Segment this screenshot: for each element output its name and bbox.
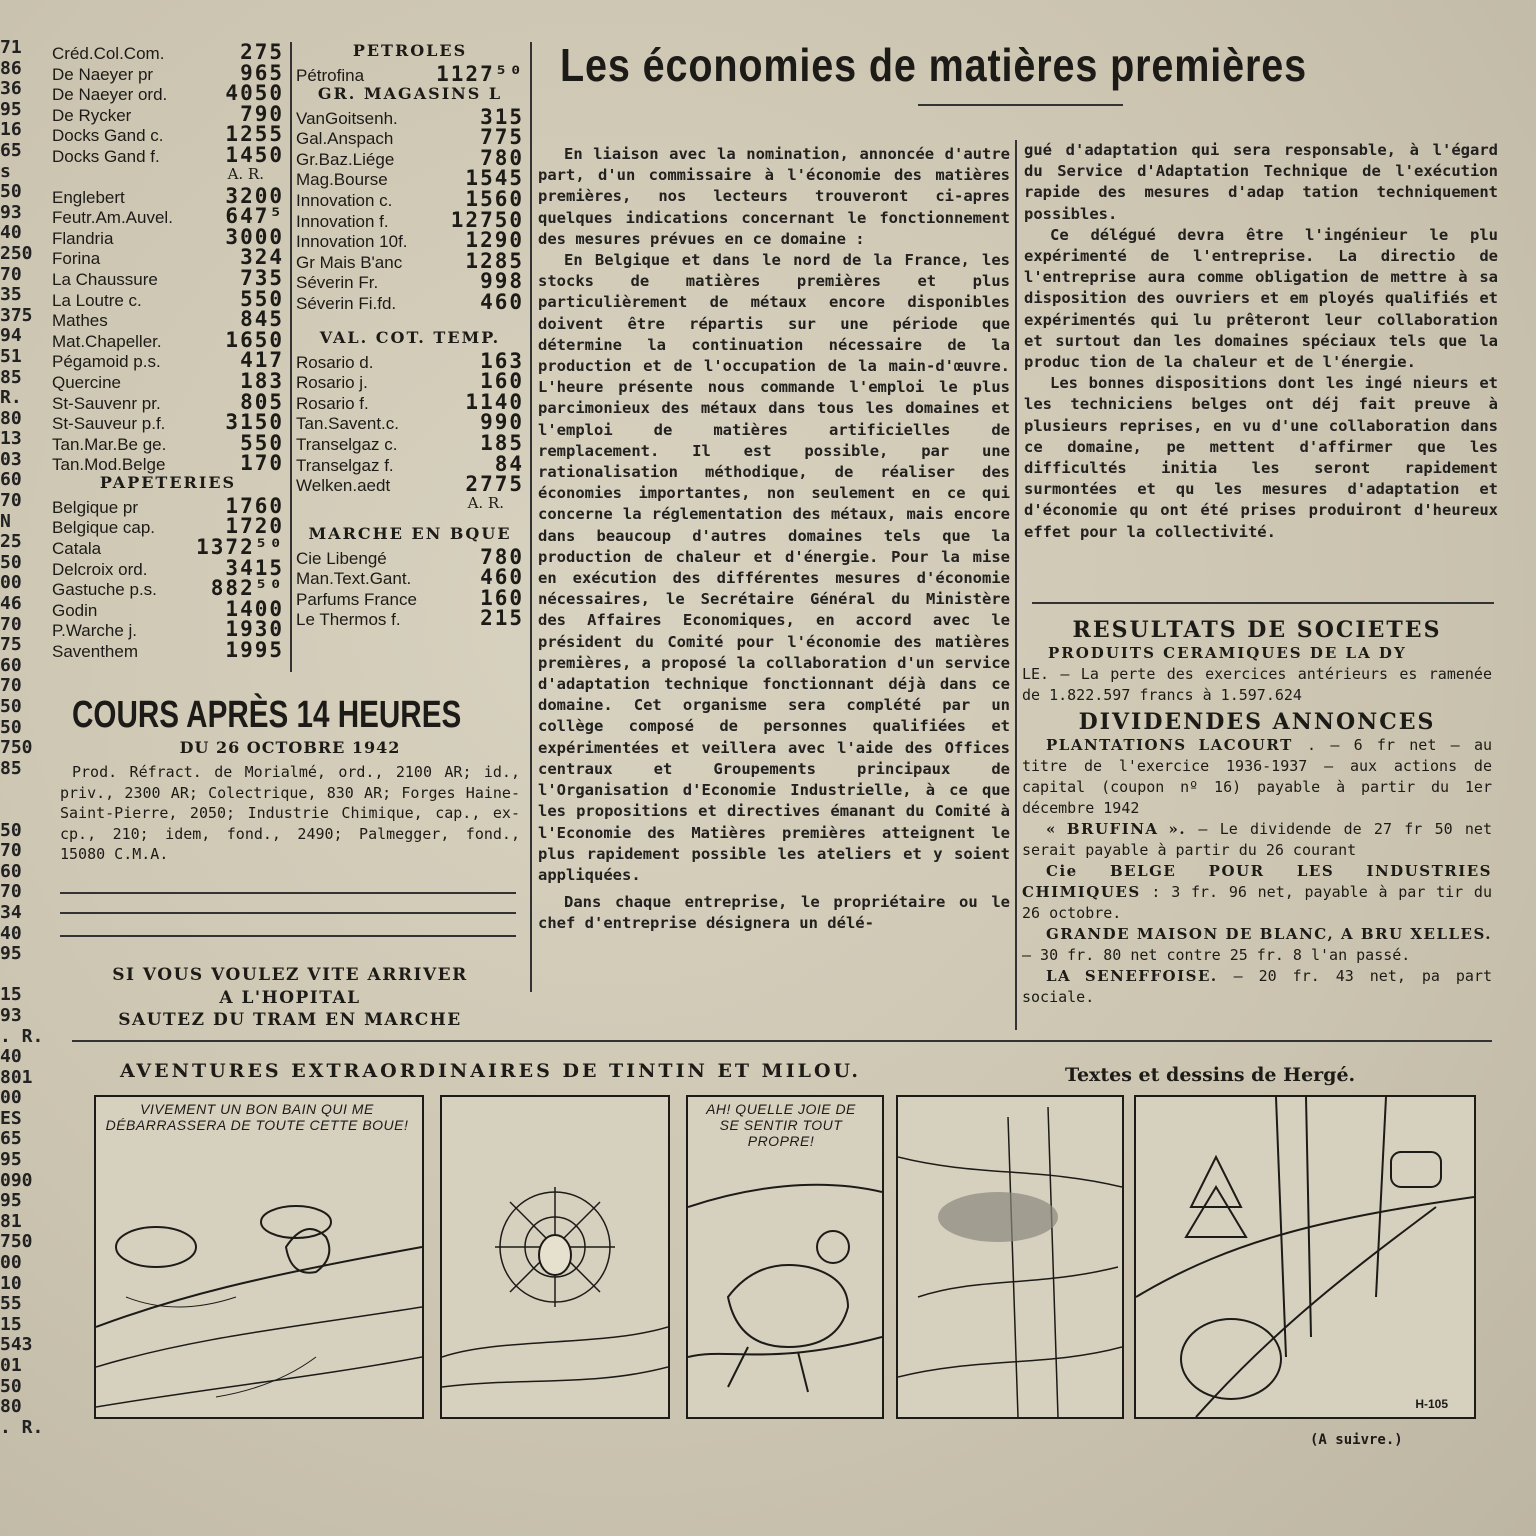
stock-value: 1372⁵⁰ <box>196 535 284 560</box>
stock-value: 160 <box>480 369 524 394</box>
comic-credit: Textes et dessins de Hergé. <box>1065 1064 1356 1086</box>
stock-row <box>296 166 524 191</box>
edge-number: 375 <box>0 305 33 326</box>
stock-value: 460 <box>480 289 524 314</box>
stock-name: De Rycker <box>52 105 132 125</box>
stock-value: 775 <box>480 125 524 150</box>
stock-row <box>296 565 524 590</box>
stock-value: 84 <box>494 451 524 476</box>
cours-date: DU 26 OCTOBRE 1942 <box>179 738 401 757</box>
stock-name: Gastuche p.s. <box>52 580 157 600</box>
edge-number: . R. <box>0 1026 44 1047</box>
edge-number: 34 <box>0 902 22 923</box>
edge-number: 750 <box>0 738 33 759</box>
stock-row <box>52 245 284 270</box>
edge-number: 16 <box>0 120 22 141</box>
tram-line: SI VOUS VOULEZ VITE ARRIVER <box>112 965 468 985</box>
stock-name: Rosario f. <box>296 393 369 413</box>
stock-column-2 <box>296 40 524 631</box>
stock-value: 1290 <box>465 228 524 253</box>
stock-row <box>52 430 284 455</box>
results-block <box>1022 618 1492 1008</box>
edge-number: R. <box>0 388 22 409</box>
stock-name: Delcroix ord. <box>52 559 148 579</box>
stock-row <box>52 286 284 311</box>
stock-name: La Chaussure <box>52 269 158 289</box>
dividend-company: GRANDE MAISON DE BLANC, A BRU XELLES. <box>1046 925 1492 943</box>
edge-number: 00 <box>0 1088 22 1109</box>
edge-number: 93 <box>0 1005 22 1026</box>
stock-row <box>296 410 524 435</box>
stock-value: 3200 <box>225 183 284 208</box>
artist-signature: H-105 <box>1415 1397 1448 1411</box>
edge-number: 40 <box>0 223 22 244</box>
edge-number: 25 <box>0 532 22 553</box>
edge-number: s <box>0 161 11 182</box>
stock-name: Transelgaz c. <box>296 434 398 454</box>
stock-column-1 <box>52 40 284 663</box>
comic-panel-2 <box>440 1095 670 1419</box>
stock-row <box>296 104 524 129</box>
dividend-company: LA SENEFFOISE. <box>1046 967 1218 985</box>
stock-value: 780 <box>480 544 524 569</box>
edge-number: 93 <box>0 202 22 223</box>
edge-number: 51 <box>0 346 22 367</box>
edge-number: 65 <box>0 140 22 161</box>
comic-drawing-car <box>1136 1097 1474 1417</box>
dividend-company: Cie BELGE POUR LES INDUSTRIES CHIMIQUES <box>1022 862 1492 901</box>
stock-name: St-Sauvenr pr. <box>52 393 161 413</box>
stock-value: 160 <box>480 585 524 610</box>
stock-row <box>52 307 284 332</box>
cours-title: COURS APRÈS 14 HEURES <box>72 694 462 736</box>
stock-name: Innovation 10f. <box>296 232 408 252</box>
stock-name: Saventhem <box>52 642 138 662</box>
stock-row <box>52 389 284 414</box>
section-title-petroles: PETROLES <box>352 41 468 60</box>
stock-row <box>52 142 284 167</box>
stock-name: Docks Gand c. <box>52 126 164 146</box>
rule <box>60 935 516 937</box>
stock-value: 647⁵ <box>225 204 284 229</box>
stock-value: 1255 <box>225 122 284 147</box>
stock-row <box>52 596 284 621</box>
dividend-text: — 30 fr. 80 net contre 25 fr. 8 l'an passé. <box>1022 946 1411 964</box>
stock-value: 1545 <box>465 166 524 191</box>
stock-value: 170 <box>240 451 284 476</box>
stock-name: Tan.Savent.c. <box>296 414 400 434</box>
stock-row <box>52 265 284 290</box>
stock-value: 1400 <box>225 596 284 621</box>
edge-number: 70 <box>0 841 22 862</box>
stock-name: St-Sauveur p.f. <box>52 414 166 434</box>
stock-row <box>52 122 284 147</box>
edge-number: 55 <box>0 1294 22 1315</box>
stock-row <box>296 472 524 497</box>
edge-number: 95 <box>0 1191 22 1212</box>
stock-value: 1995 <box>225 638 284 663</box>
edge-number: . R. <box>0 1417 44 1438</box>
stock-name: Gr Mais B'anc <box>296 252 403 272</box>
edge-number: 85 <box>0 758 22 779</box>
dividend-item <box>1022 861 1492 924</box>
comic-drawing-splash-puddle <box>898 1097 1122 1417</box>
stock-name: Parfums France <box>296 589 417 609</box>
edge-number: 10 <box>0 1273 22 1294</box>
stock-row <box>296 145 524 170</box>
stock-name: Créd.Col.Com. <box>52 44 165 63</box>
headline-rule <box>918 104 1123 106</box>
edge-number: 86 <box>0 58 22 79</box>
article-paragraph: En liaison avec la nomination, annoncée d'autre part, d'un commissaire à l'économie des matières premières, nos lecteurs trouveront ci-apres quelques indications concernant le fonctionnement des mesures prévues en ce domaine : <box>538 145 1010 248</box>
rule <box>1032 602 1494 604</box>
edge-number: 03 <box>0 449 22 470</box>
tram-line: SAUTEZ DU TRAM EN MARCHE <box>118 1010 462 1030</box>
stock-value: 3150 <box>225 410 284 435</box>
edge-number: 15 <box>0 1314 22 1335</box>
to-be-continued: (A suivre.) <box>1310 1432 1403 1448</box>
stock-name: Flandria <box>52 228 114 248</box>
edge-number: N <box>0 511 11 532</box>
stock-value: 845 <box>240 307 284 332</box>
stock-value: 990 <box>480 410 524 435</box>
stock-name: Docks Gand f. <box>52 146 160 166</box>
cours-text: Prod. Réfract. de Morialmé, ord., 2100 AR; id., priv., 2300 AR; Colectrique, 830 AR; Forges Haine-Saint-Pierre, 2050; Industrie Chimique, cap., ex-cp., 210; idem, fond., 2490; Palmegger, fond., 15080 C.M.A. <box>60 763 520 864</box>
stock-row <box>296 369 524 394</box>
column-divider <box>290 42 292 672</box>
edge-number: 60 <box>0 470 22 491</box>
stock-value: 550 <box>240 430 284 455</box>
dividends-title: DIVIDENDES ANNONCES <box>1078 709 1436 735</box>
stock-row <box>52 81 284 106</box>
stock-name: Pégamoid p.s. <box>52 352 161 372</box>
stock-value: 780 <box>480 145 524 170</box>
stock-name: De Naeyer ord. <box>52 85 168 105</box>
comic-panel-5 <box>1134 1095 1476 1419</box>
stock-row <box>296 125 524 150</box>
edge-number: 80 <box>0 408 22 429</box>
section-title-magasins: GR. MAGASINS L <box>317 83 503 103</box>
stock-name: Transelgaz f. <box>296 455 394 475</box>
dividend-text: — Le dividende de 27 fr 50 net serait payable à partir du 26 courant <box>1022 820 1492 859</box>
stock-value: 1560 <box>465 186 524 211</box>
stock-name: Innovation c. <box>296 190 393 210</box>
edge-number: 95 <box>0 1150 22 1171</box>
comic-drawing-dog <box>688 1097 882 1417</box>
stock-row <box>296 207 524 232</box>
stock-name: Tan.Mod.Belge <box>52 455 166 475</box>
stock-row <box>296 228 524 253</box>
stock-value: 324 <box>240 245 284 270</box>
edge-number: 70 <box>0 676 22 697</box>
stock-value: 2775 <box>465 472 524 497</box>
stock-value: 3415 <box>225 555 284 580</box>
edge-number: 50 <box>0 717 22 738</box>
stock-row <box>52 183 284 208</box>
comic-panel-4 <box>896 1095 1124 1419</box>
stock-row <box>52 535 284 560</box>
stock-row <box>52 576 284 601</box>
dividends-list <box>1022 735 1492 1008</box>
comic-drawing-bath <box>96 1097 422 1417</box>
stock-name: VanGoitsenh. <box>296 108 398 128</box>
stock-row <box>52 101 284 126</box>
stock-name: Belgique cap. <box>52 518 156 538</box>
article-column-a <box>538 144 1010 935</box>
stock-row <box>296 585 524 610</box>
edge-number: 50 <box>0 182 22 203</box>
stock-value: 3000 <box>225 224 284 249</box>
edge-number: 94 <box>0 326 22 347</box>
edge-number <box>0 800 44 821</box>
edge-number: 090 <box>0 1170 33 1191</box>
dividend-text: . — 6 fr net — au titre de l'exercice 1936-1937 — aux actions de capital (coupon nº 16) payable à partir du 1er décembre 1942 <box>1022 736 1493 817</box>
stock-name: Godin <box>52 600 98 620</box>
section-title-papeteries: PAPETERIES <box>99 472 237 492</box>
stock-row <box>52 514 284 539</box>
stock-value: 1450 <box>225 142 284 167</box>
article-paragraph: Ce délégué devra être l'ingénieur le plu expérimenté de l'entreprise. La directio de l'entreprise aura comme obligation de mettre à sa disposition des ouvriers et em ployés qualifiés et expérimentés qui lu prêteront leur collaboration et surtout dan les domaines spéciaux tels que la produc tion de la chaleur et de l'énergie. <box>1024 225 1498 372</box>
stock-name: Belgique pr <box>52 497 139 517</box>
stock-row <box>52 493 284 518</box>
stock-value: 805 <box>240 389 284 414</box>
results-text: LE. — La perte des exercices antérieurs es ramenée de 1.822.597 francs à 1.597.624 <box>1022 665 1492 704</box>
stock-row <box>296 186 524 211</box>
stock-value: 1140 <box>465 389 524 414</box>
stock-value: 1650 <box>225 327 284 352</box>
stock-value: 735 <box>240 265 284 290</box>
edge-number: 95 <box>0 944 22 965</box>
article-paragraph: En Belgique et dans le nord de la France, les stocks de matières premières et plus particulièrement de métaux encore disponibles doivent être répartis sur une période que détermine la continuation nécessaire de la production et de l'occupation de la main-d'œuvre. L'heure présente nous commande l'emploi le plus parcimonieux des métaux dans tous les domaines et l'emploi de matières artificielles de remplacement. Il est possible, par une rationalisation méthodique, de réaliser des économies importantes, non seulement en ce qui concerne la réglementation des métaux, mais encore dans beaucoup d'autres domaines tels que la production de chaleur et d'énergie. Pour la mise en exécution des différentes mesures d'économie nécessaires, le Secrétaire Général du Ministère des Affaires Economiques, en accord avec le président du Comité pour l'économie des matières premières, a proposé la collaboration d'un service d'adaptation technique fonctionnant déjà dans ce domaine. Cet organisme sera complété par un collège composé de personnes qualifiées et expérimentées et veillera avec l'aide des Offices centraux et Groupements principaux de l'Organisation d'Economie Industrielle, à ce que les propositions et directives émanant du Comité à l'Economie des Matières premières atteignent le plus rapidement possible les ateliers et y soient appliquées. <box>538 251 1010 884</box>
stock-row <box>52 555 284 580</box>
edge-number: 543 <box>0 1335 33 1356</box>
stock-name: Catala <box>52 539 102 559</box>
stock-value: 417 <box>240 348 284 373</box>
edge-number: 50 <box>0 697 22 717</box>
edge-number: 250 <box>0 243 33 264</box>
comic-drawing-splash <box>442 1097 668 1417</box>
comic-panel-1 <box>94 1095 424 1419</box>
edge-number: 50 <box>0 1376 22 1397</box>
dividend-text: — 20 fr. 43 net, pa part sociale. <box>1022 967 1493 1006</box>
stock-value: 790 <box>240 101 284 126</box>
stock-value: 185 <box>480 430 524 455</box>
edge-number: 95 <box>0 99 22 120</box>
stock-row <box>296 544 524 569</box>
article-paragraph: Les bonnes dispositions dont les ingé nieurs et les techniciens belges ont déj fait preuve à plusieurs reprises, en vu d'une collaboration dans ce domaine, pe mettent d'affirmer que les difficultés initia les seront rapidement surmontées et qu les mesures d'adaptation et d'économie qu ont été prises produiront d'heureux effet pour la collectivité. <box>1024 374 1498 541</box>
stock-value: 1127⁵⁰ <box>436 62 524 86</box>
stock-row <box>296 430 524 455</box>
dividend-item <box>1022 966 1492 1008</box>
stock-value: 215 <box>480 606 524 631</box>
stock-name: Quercine <box>52 372 121 392</box>
edge-number: 71 <box>0 38 22 58</box>
section-title-valcot: VAL. COT. TEMP. <box>319 327 501 347</box>
stock-value: 1285 <box>465 248 524 273</box>
stock-row <box>296 389 524 414</box>
edge-number: 70 <box>0 882 22 903</box>
edge-number: 00 <box>0 573 22 594</box>
stock-value: 12750 <box>450 207 524 232</box>
article-paragraph: Dans chaque entreprise, le propriétaire ou le chef d'entreprise désignera un délé- <box>538 893 1010 933</box>
stock-name: Mathes <box>52 311 108 331</box>
edge-number: 81 <box>0 1211 22 1232</box>
stock-value: 315 <box>480 104 524 129</box>
section-title-bque: MARCHE EN BQUE <box>308 523 512 543</box>
stock-row <box>296 289 524 314</box>
stock-row <box>52 327 284 352</box>
edge-number: 50 <box>0 552 22 573</box>
stock-value: 183 <box>240 368 284 393</box>
edge-number: 75 <box>0 635 22 656</box>
stock-value: 550 <box>240 286 284 311</box>
dividend-item <box>1022 924 1492 966</box>
stock-row <box>52 40 284 64</box>
stock-name: Rosario j. <box>296 373 368 393</box>
stock-name: Englebert <box>52 187 125 207</box>
stock-name: Man.Text.Gant. <box>296 569 412 589</box>
edge-number: 13 <box>0 429 22 450</box>
stock-value: 1760 <box>225 493 284 518</box>
stock-name: Gr.Baz.Liége <box>296 149 395 169</box>
stock-name: Forina <box>52 249 101 269</box>
stock-row <box>296 248 524 273</box>
dividend-item <box>1022 819 1492 861</box>
edge-number: 15 <box>0 985 22 1006</box>
results-title: RESULTATS DE SOCIETES <box>1072 617 1442 643</box>
article-column-b <box>1024 140 1498 543</box>
column-divider <box>530 42 532 992</box>
edge-number: 40 <box>0 923 22 944</box>
ar-mark: A. R. <box>467 493 504 512</box>
stock-row <box>52 638 284 663</box>
edge-number: 50 <box>0 820 22 841</box>
tram-slogan <box>60 964 520 1032</box>
dividend-text: : 3 fr. 96 net, payable à par tir du 26 octobre. <box>1022 883 1492 922</box>
edge-number <box>0 965 44 986</box>
article-headline: Les économies de matières premières <box>560 39 1307 91</box>
ar-mark: A. R. <box>227 164 264 183</box>
stock-name: Mag.Bourse <box>296 170 388 190</box>
stock-value: 965 <box>240 60 284 85</box>
edge-number: 65 <box>0 1129 22 1150</box>
edge-number: 750 <box>0 1232 33 1253</box>
spacer <box>296 513 524 523</box>
stock-name: Cie Libengé <box>296 548 387 568</box>
edge-number: 46 <box>0 594 22 615</box>
stock-row <box>296 269 524 294</box>
dividend-company: PLANTATIONS LACOURT <box>1046 736 1293 754</box>
edge-number <box>0 779 44 800</box>
stock-row <box>52 368 284 393</box>
stock-row <box>296 62 524 86</box>
edge-number: 36 <box>0 79 22 100</box>
tram-line: A L'HOPITAL <box>219 987 361 1008</box>
stock-name: Pétrofina <box>296 66 365 85</box>
edge-number: 01 <box>0 1356 22 1376</box>
edge-number: 00 <box>0 1253 22 1274</box>
stock-value: 998 <box>480 269 524 294</box>
stock-name: Rosario d. <box>296 352 374 372</box>
edge-number: 70 <box>0 264 22 285</box>
column-divider <box>1015 140 1017 1030</box>
article-paragraph: gué d'adaptation qui sera responsable, à l'égard du Service d'Adaptation Technique de l'exécution rapide des mesures d'adap tation techniquement possibles. <box>1024 141 1498 223</box>
stock-row <box>52 204 284 229</box>
stock-row <box>52 451 284 476</box>
stock-name: Innovation f. <box>296 211 389 231</box>
stock-row <box>52 60 284 85</box>
comic-title: AVENTURES EXTRAORDINAIRES DE TINTIN ET MILOU. <box>120 1060 861 1082</box>
stock-name: Welken.aedt <box>296 476 391 496</box>
results-subtitle: PRODUITS CERAMIQUES DE LA DY <box>1048 644 1407 662</box>
edge-number: 60 <box>0 655 22 676</box>
stock-value: 275 <box>240 40 284 64</box>
stock-name: La Loutre c. <box>52 290 142 310</box>
stock-name: Séverin Fi.fd. <box>296 293 397 313</box>
dividend-item <box>1022 735 1492 819</box>
stock-row <box>52 348 284 373</box>
edge-number: 801 <box>0 1067 33 1088</box>
stock-value: 882⁵⁰ <box>210 576 284 601</box>
edge-number: 40 <box>0 1047 22 1068</box>
edge-number: 70 <box>0 614 22 635</box>
edge-number: 85 <box>0 367 22 388</box>
edge-price-column <box>0 38 44 1438</box>
speech-bubble: VIVEMENT UN BON BAIN QUI ME DÉBARRASSERA DE TOUTE CETTE BOUE! <box>105 1101 409 1133</box>
stock-row <box>296 348 524 373</box>
stock-name: Le Thermos f. <box>296 610 401 630</box>
stock-value: 4050 <box>225 81 284 106</box>
stock-name: Feutr.Am.Auvel. <box>52 208 173 228</box>
stock-row <box>52 617 284 642</box>
edge-number: 80 <box>0 1397 22 1418</box>
stock-value: 163 <box>480 348 524 373</box>
stock-name: Gal.Anspach <box>296 129 394 149</box>
edge-number: ES <box>0 1108 22 1129</box>
stock-value: 1930 <box>225 617 284 642</box>
stock-name: Tan.Mar.Be ge. <box>52 434 167 454</box>
stock-name: Séverin Fr. <box>296 273 379 293</box>
edge-number: 35 <box>0 285 22 306</box>
rule <box>72 1040 1492 1042</box>
edge-number: 60 <box>0 861 22 882</box>
stock-value: 1720 <box>225 514 284 539</box>
stock-name: Mat.Chapeller. <box>52 331 162 351</box>
speech-bubble: AH! QUELLE JOIE DE SE SENTIR TOUT PROPRE! <box>706 1101 856 1149</box>
rule <box>60 912 516 914</box>
rule <box>60 892 516 894</box>
comic-panel-3 <box>686 1095 884 1419</box>
stock-name: De Naeyer pr <box>52 64 154 84</box>
edge-number: 70 <box>0 491 22 512</box>
dividend-company: « BRUFINA ». <box>1046 820 1187 838</box>
stock-row <box>52 410 284 435</box>
stock-value: 460 <box>480 565 524 590</box>
stock-name: P.Warche j. <box>52 621 138 641</box>
